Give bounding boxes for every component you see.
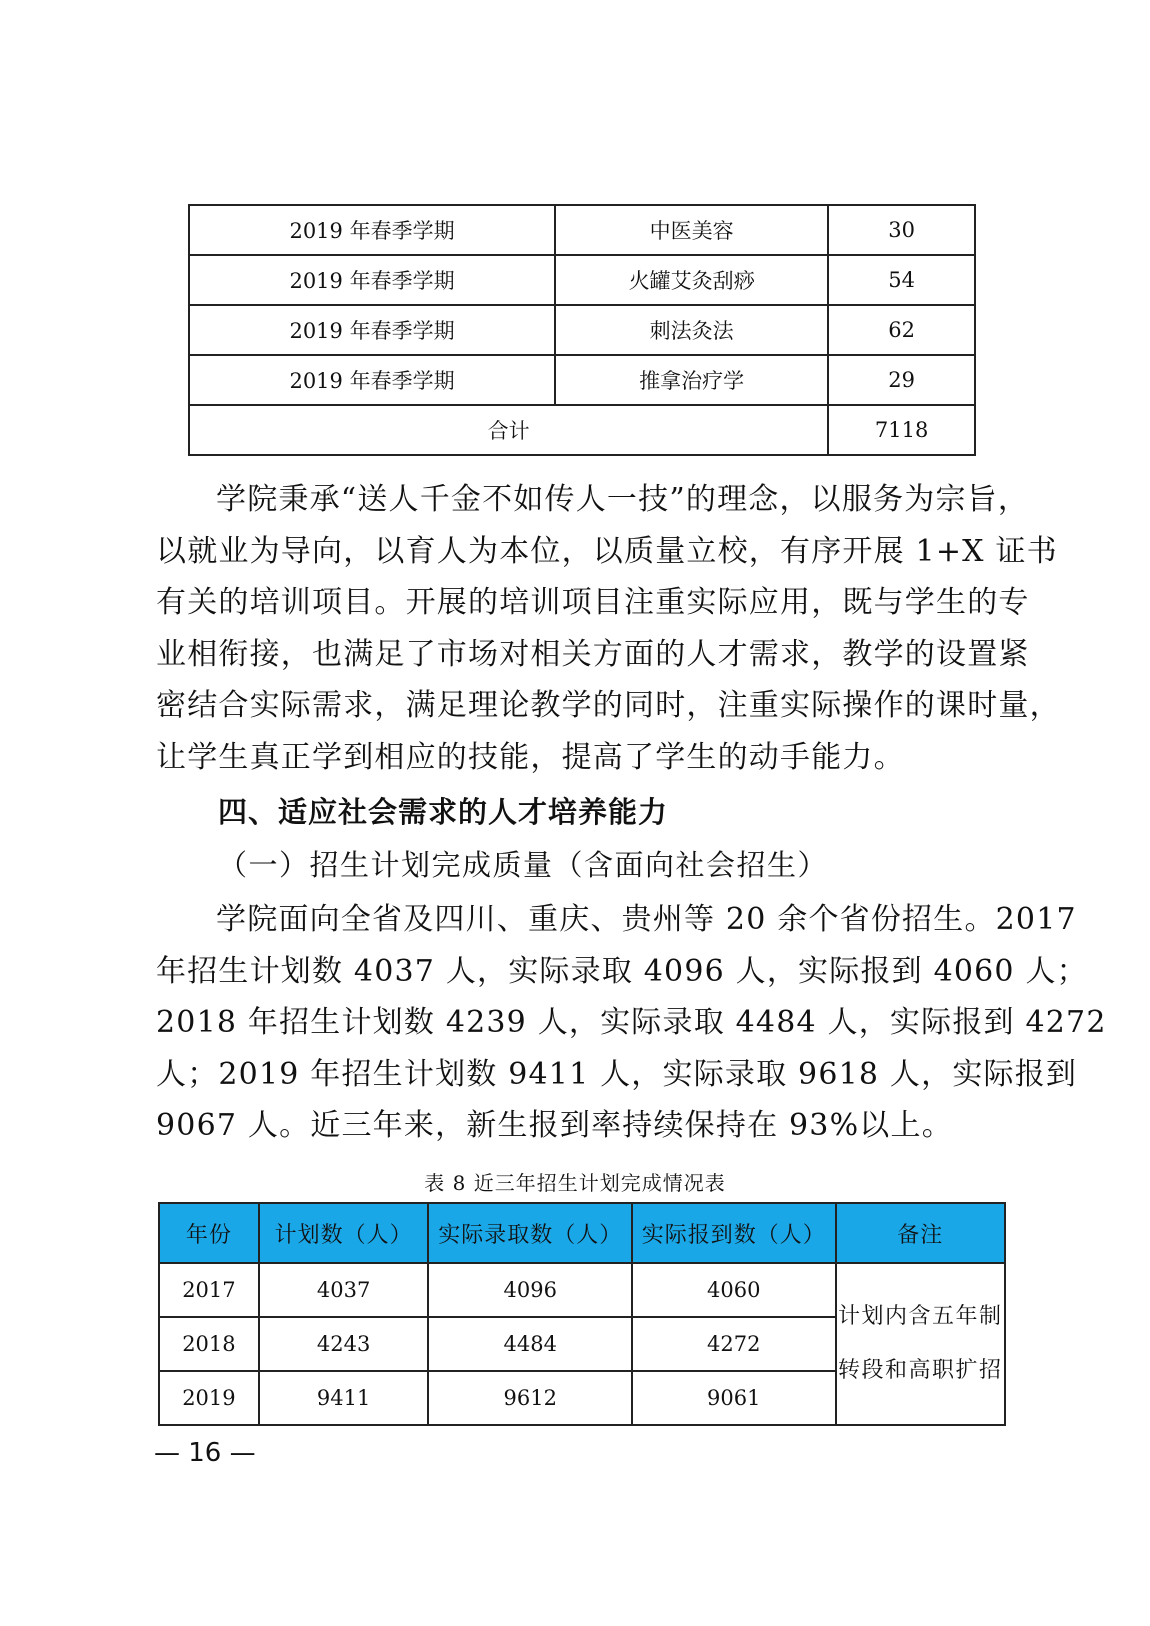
year-cell: 2019 <box>159 1371 259 1425</box>
registered-cell: 4272 <box>632 1317 836 1371</box>
table-row <box>189 355 975 405</box>
subsection-heading: （一）招生计划完成质量（含面向社会招生） <box>218 848 829 882</box>
table-row <box>159 1263 1005 1317</box>
paragraph-line: 学院面向全省及四川、重庆、贵州等 20 余个省份招生。2017 <box>216 902 1077 937</box>
paragraph-line: 9067 人。近三年来，新生报到率持续保持在 93%以上。 <box>156 1108 953 1143</box>
paragraph-enrollment <box>156 894 1107 1152</box>
table-row <box>189 305 975 355</box>
note-cell: 计划内含五年制转段和高职扩招 <box>836 1263 1006 1425</box>
plan-cell: 4243 <box>259 1317 429 1371</box>
term-cell: 2019 年春季学期 <box>189 255 555 305</box>
count-cell: 62 <box>828 305 975 355</box>
paragraph-line: 学院秉承“送人千金不如传人一技”的理念，以服务为宗旨， <box>216 482 1030 517</box>
table-row <box>189 255 975 305</box>
header-row <box>159 1203 1005 1263</box>
admitted-cell: 4484 <box>428 1317 632 1371</box>
term-cell: 2019 年春季学期 <box>189 355 555 405</box>
page-number: — 16 — <box>154 1438 256 1468</box>
enrollment-table <box>158 1202 1006 1426</box>
admitted-cell: 4096 <box>428 1263 632 1317</box>
header-plan: 计划数（人） <box>259 1203 429 1263</box>
registered-cell: 9061 <box>632 1371 836 1425</box>
paragraph-line: 人；2019 年招生计划数 9411 人，实际录取 9618 人，实际报到 <box>156 1056 1078 1092</box>
paragraph-line: 密结合实际需求，满足理论教学的同时，注重实际操作的课时量， <box>156 688 1061 723</box>
year-cell: 2018 <box>159 1317 259 1371</box>
paragraph-line: 让学生真正学到相应的技能，提高了学生的动手能力。 <box>156 739 905 775</box>
year-cell: 2017 <box>159 1263 259 1317</box>
term-cell: 2019 年春季学期 <box>189 205 555 255</box>
count-cell: 29 <box>828 355 975 405</box>
count-cell: 54 <box>828 255 975 305</box>
course-cell: 推拿治疗学 <box>555 355 828 405</box>
training-table <box>188 204 976 456</box>
paragraph-line: 有关的培训项目。开展的培训项目注重实际应用，既与学生的专 <box>156 585 1030 620</box>
paragraph-line: 2018 年招生计划数 4239 人，实际录取 4484 人，实际报到 4272 <box>156 1005 1107 1040</box>
term-cell: 2019 年春季学期 <box>189 305 555 355</box>
header-note: 备注 <box>836 1203 1006 1263</box>
paragraph-line: 以就业为导向，以育人为本位，以质量立校，有序开展 1+X 证书 <box>156 533 1058 569</box>
table-caption: 表 8 近三年招生计划完成情况表 <box>424 1171 726 1195</box>
registered-cell: 4060 <box>632 1263 836 1317</box>
paragraph-line: 年招生计划数 4037 人，实际录取 4096 人，实际报到 4060 人； <box>156 953 1088 989</box>
total-label: 合计 <box>189 405 828 455</box>
header-registered: 实际报到数（人） <box>632 1203 836 1263</box>
course-cell: 火罐艾灸刮痧 <box>555 255 828 305</box>
section-heading: 四、适应社会需求的人才培养能力 <box>218 795 669 829</box>
table-row <box>189 205 975 255</box>
course-cell: 刺法灸法 <box>555 305 828 355</box>
admitted-cell: 9612 <box>428 1371 632 1425</box>
count-cell: 30 <box>828 205 975 255</box>
course-cell: 中医美容 <box>555 205 828 255</box>
header-admitted: 实际录取数（人） <box>428 1203 632 1263</box>
total-value: 7118 <box>828 405 975 455</box>
header-year: 年份 <box>159 1203 259 1263</box>
plan-cell: 4037 <box>259 1263 429 1317</box>
total-row <box>189 405 975 455</box>
paragraph-line: 业相衔接，也满足了市场对相关方面的人才需求，教学的设置紧 <box>156 636 1030 672</box>
plan-cell: 9411 <box>259 1371 429 1425</box>
paragraph-training <box>156 474 1061 783</box>
